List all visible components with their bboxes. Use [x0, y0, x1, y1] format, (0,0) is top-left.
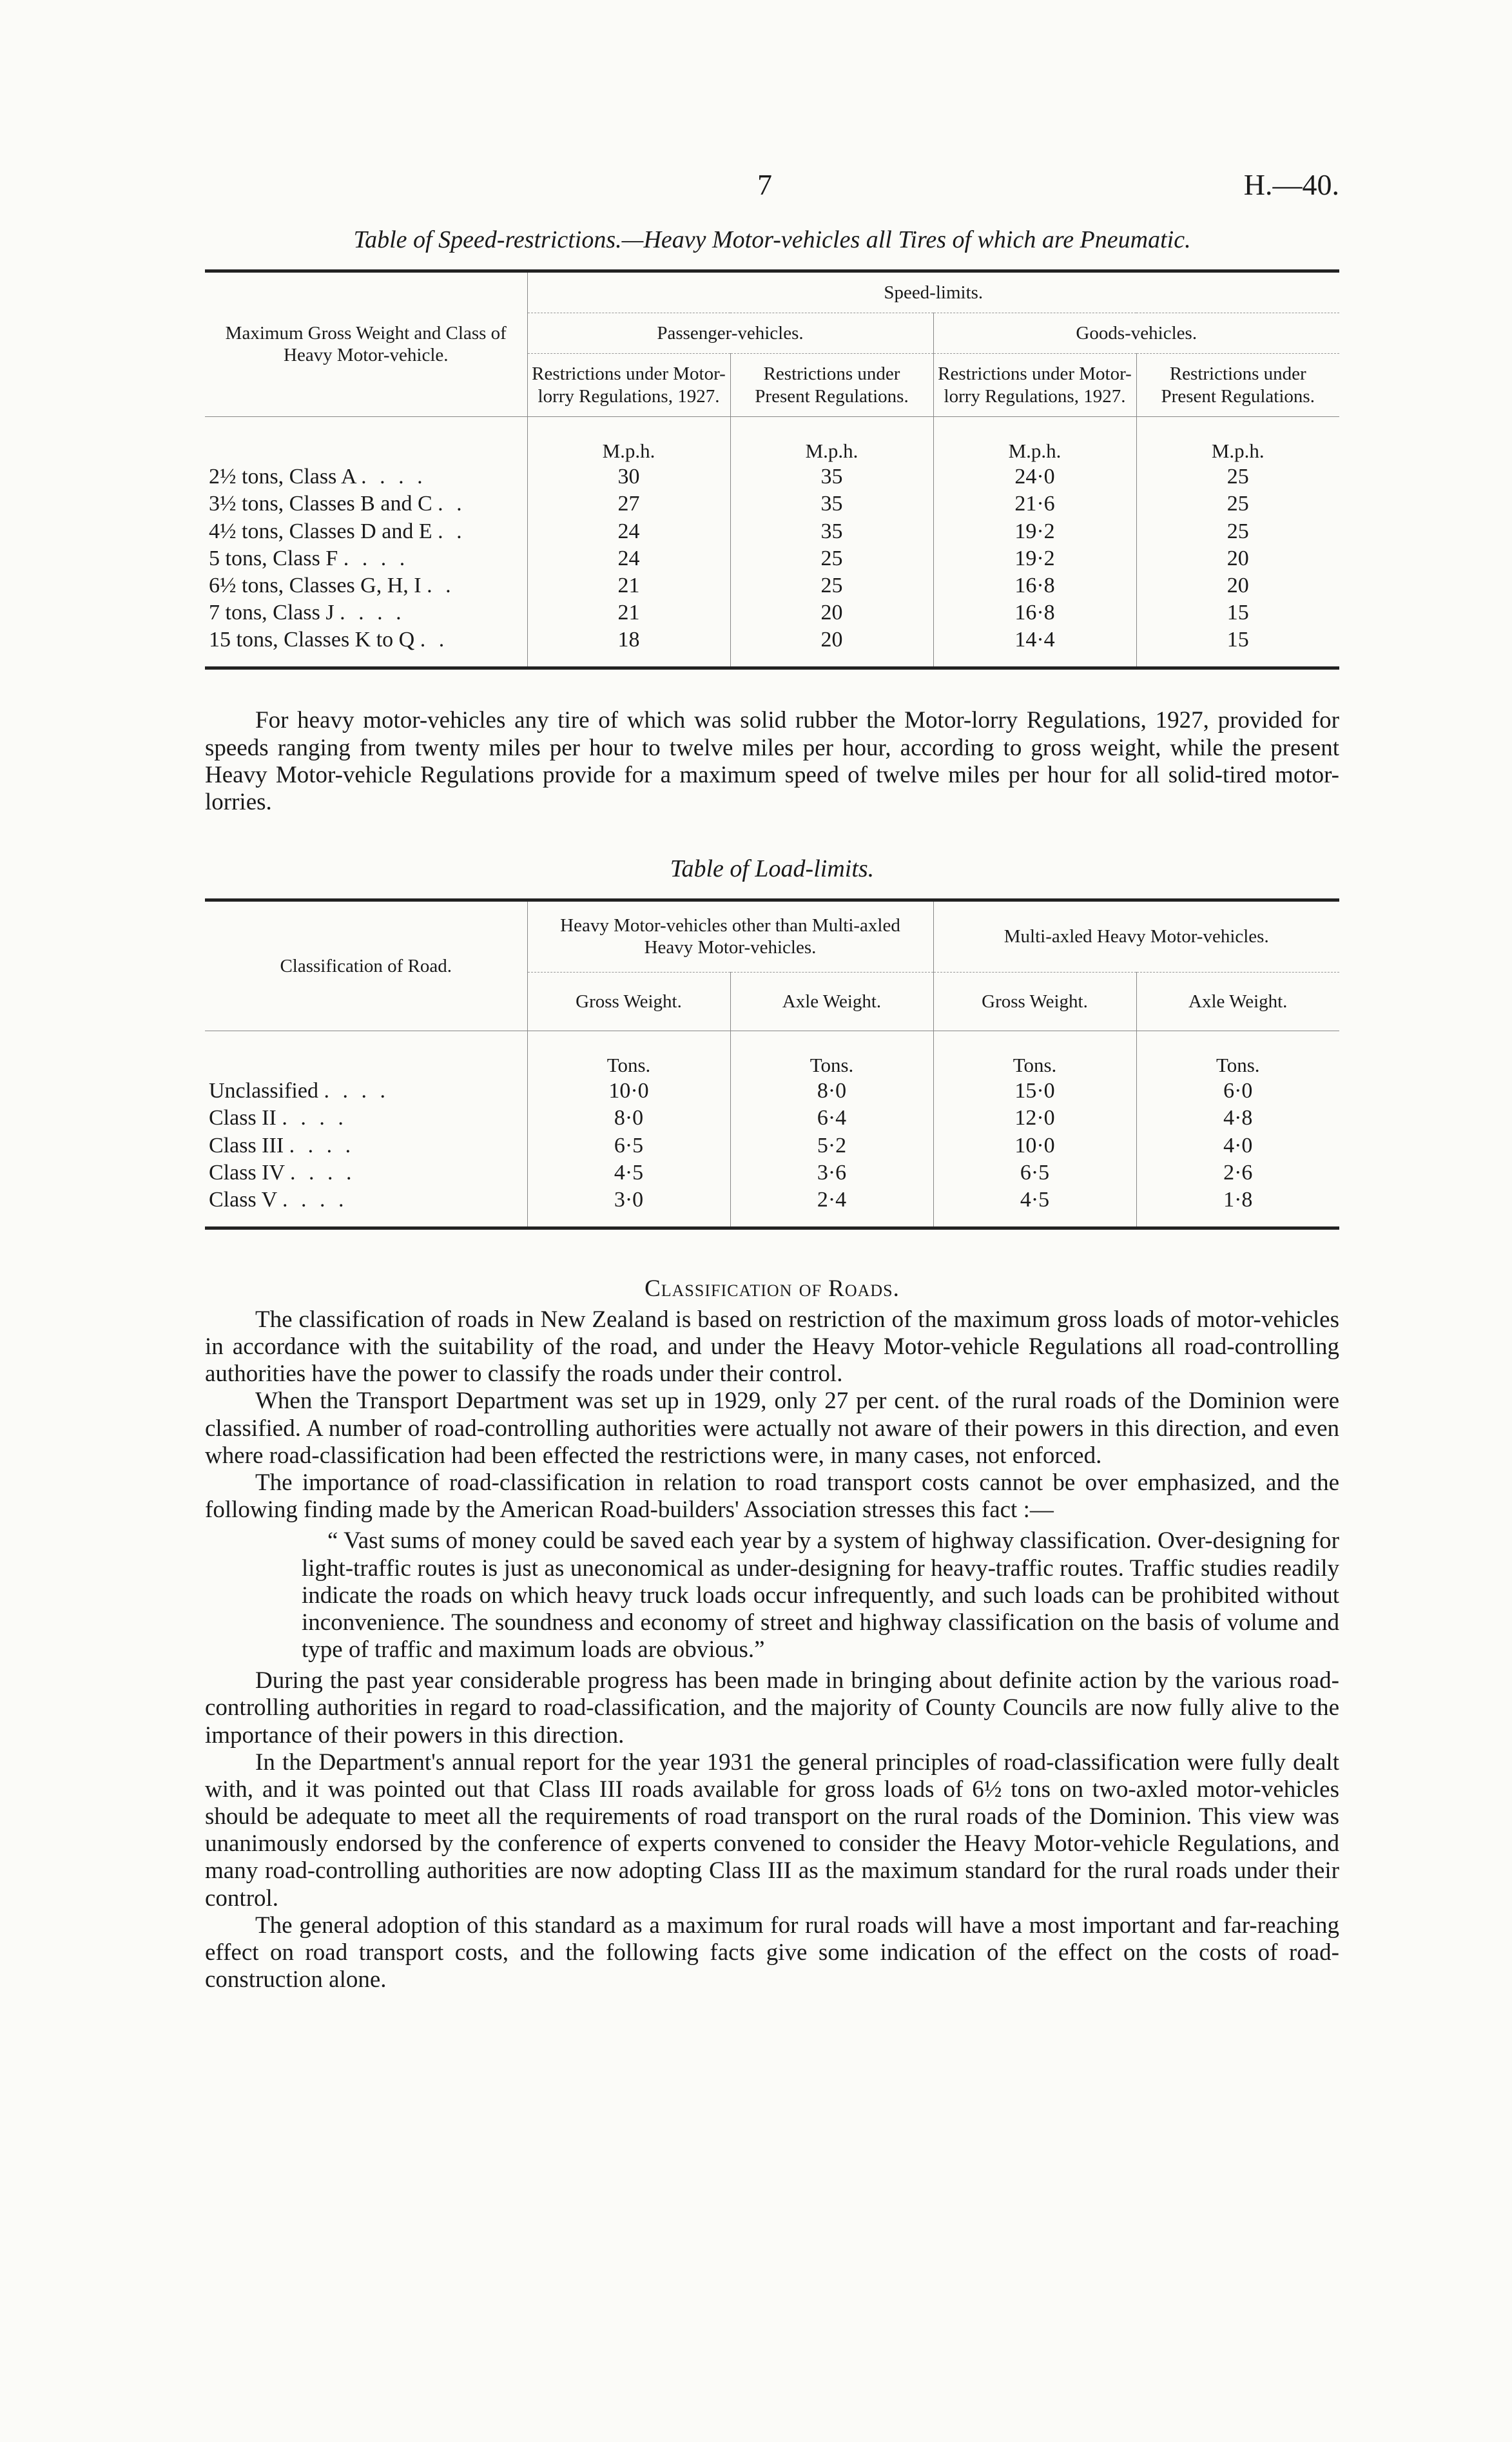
speed-value: 30 — [527, 463, 730, 490]
speed-value: 19·2 — [933, 518, 1136, 545]
unit-label: Tons. — [730, 1031, 933, 1078]
table-row — [205, 518, 1339, 545]
load-value: 12·0 — [933, 1105, 1136, 1132]
row-label-text: 3½ tons, Classes B and C — [209, 492, 432, 516]
speed-value: 35 — [730, 518, 933, 545]
speed-value: 24·0 — [933, 463, 1136, 490]
road-class-header: Classification of Road. — [205, 900, 527, 1031]
table-row — [205, 1078, 1339, 1105]
speed-value: 16·8 — [933, 572, 1136, 599]
table-row — [205, 626, 1339, 654]
table-row — [205, 1105, 1339, 1132]
speed-value: 25 — [1136, 490, 1339, 518]
table-row — [205, 572, 1339, 599]
row-label — [205, 626, 527, 654]
speed-value: 18 — [527, 626, 730, 654]
speed-value: 35 — [730, 490, 933, 518]
heavy-gross-header: Gross Weight. — [527, 972, 730, 1031]
paragraph: When the Transport Department was set up in 1929, only 27 per cent. of the rural roads of the Dominion were classified. A number of road-controlling authorities were actually not aware of their powers in this direction, and even where road-classification had been effected the restrictions were, in many cases, not enforced. — [205, 1388, 1339, 1469]
goods-present-header: Restrictions under Present Regulations. — [1136, 354, 1339, 416]
goods-1927-header: Restrictions under Motor-lorry Regulations, 1927. — [933, 354, 1136, 416]
leader-dots: . . . . — [282, 1106, 347, 1130]
row-label-text: Unclassified — [209, 1079, 318, 1103]
unit-label: M.p.h. — [933, 416, 1136, 463]
row-label-text: 5 tons, Class F — [209, 546, 338, 570]
load-value: 4·0 — [1136, 1132, 1339, 1159]
load-value: 4·5 — [933, 1187, 1136, 1214]
speed-value: 27 — [527, 490, 730, 518]
unit-label: M.p.h. — [1136, 416, 1339, 463]
leader-dots: . . . . — [289, 1133, 355, 1158]
passenger-1927-header: Restrictions under Motor-lorry Regulations, 1927. — [527, 354, 730, 416]
leader-dots: . . . . — [361, 465, 427, 489]
speed-value: 20 — [730, 626, 933, 654]
load-value: 2·6 — [1136, 1159, 1339, 1187]
paragraph: The importance of road-classification in relation to road transport costs cannot be over emphasized, and the following finding made by the American Road-builders' Association stresses this fact :— — [205, 1469, 1339, 1524]
speed-value: 15 — [1136, 626, 1339, 654]
leader-dots: . . — [427, 573, 455, 597]
load-value: 3·0 — [527, 1187, 730, 1214]
heavy-vehicles-header: Heavy Motor-vehicles other than Multi-axled Heavy Motor-vehicles. — [527, 900, 933, 972]
table-row — [205, 1159, 1339, 1187]
row-label — [205, 490, 527, 518]
speed-value: 25 — [1136, 518, 1339, 545]
table-row — [205, 490, 1339, 518]
report-reference: H.—40. — [1243, 168, 1339, 201]
load-value: 8·0 — [527, 1105, 730, 1132]
paragraph: The general adoption of this standard as a maximum for rural roads will have a most important and far-reaching effect on road transport costs, and the following facts give some indication of the effect on the costs of road-construction alone. — [205, 1912, 1339, 1993]
load-value: 6·5 — [933, 1159, 1136, 1187]
multi-axled-header: Multi-axled Heavy Motor-vehicles. — [933, 900, 1339, 972]
row-label — [205, 1078, 527, 1105]
speed-value: 20 — [1136, 572, 1339, 599]
load-value: 8·0 — [730, 1078, 933, 1105]
load-value: 10·0 — [527, 1078, 730, 1105]
load-value: 6·4 — [730, 1105, 933, 1132]
speed-value: 25 — [730, 545, 933, 572]
table-row — [205, 545, 1339, 572]
page-header — [205, 168, 1339, 213]
table-row — [205, 599, 1339, 626]
unit-label: Tons. — [527, 1031, 730, 1078]
speed-limits-header: Speed-limits. — [527, 271, 1339, 313]
load-value: 4·5 — [527, 1159, 730, 1187]
speed-value: 21·6 — [933, 490, 1136, 518]
row-label-text: 7 tons, Class J — [209, 601, 334, 625]
row-label — [205, 518, 527, 545]
speed-restrictions-table — [205, 269, 1339, 670]
speed-value: 24 — [527, 545, 730, 572]
load-limits-table — [205, 898, 1339, 1230]
row-label — [205, 572, 527, 599]
load-value: 6·5 — [527, 1132, 730, 1159]
load-value: 15·0 — [933, 1078, 1136, 1105]
row-label — [205, 545, 527, 572]
multi-gross-header: Gross Weight. — [933, 972, 1136, 1031]
passenger-vehicles-header: Passenger-vehicles. — [527, 313, 933, 354]
table-row — [205, 1187, 1339, 1214]
row-label-text: Class II — [209, 1106, 276, 1130]
leader-dots: . . — [420, 628, 449, 652]
speed-value: 25 — [1136, 463, 1339, 490]
section-title: Classification of Roads. — [645, 1275, 900, 1302]
row-label-text: 4½ tons, Classes D and E — [209, 519, 432, 543]
unit-label: Tons. — [933, 1031, 1136, 1078]
load-table-caption: Table of Load-limits. — [670, 855, 875, 883]
row-label — [205, 1159, 527, 1187]
leader-dots: . . . . — [340, 601, 405, 625]
row-label-text: 6½ tons, Classes G, H, I — [209, 573, 422, 597]
speed-value: 20 — [1136, 545, 1339, 572]
speed-value: 21 — [527, 599, 730, 626]
row-label-text: 15 tons, Classes K to Q — [209, 628, 415, 652]
load-value: 5·2 — [730, 1132, 933, 1159]
row-label-text: Class IV — [209, 1160, 285, 1185]
row-label-text: 2½ tons, Class A — [209, 465, 356, 489]
row-label — [205, 599, 527, 626]
row-label — [205, 1187, 527, 1214]
speed-value: 16·8 — [933, 599, 1136, 626]
leader-dots: . . . . — [282, 1187, 348, 1212]
speed-value: 14·4 — [933, 626, 1136, 654]
speed-value: 19·2 — [933, 545, 1136, 572]
paragraph: During the past year considerable progress has been made in bringing about definite action by the various road-controlling authorities in regard to road-classification, and the majority of County Councils are now fully alive to the importance of their powers in this direction. — [205, 1667, 1339, 1749]
paragraph: The classification of roads in New Zealand is based on restriction of the maximum gross loads of motor-vehicles in accordance with the suitability of the road, and under the Heavy Motor-vehicle Regulations all road-controlling authorities have the power to classify the roads under their control. — [205, 1306, 1339, 1388]
unit-label: Tons. — [1136, 1031, 1339, 1078]
block-quote: “ Vast sums of money could be saved each year by a system of highway classification. Over-designing for light-traffic routes is just as uneconomical as under-designing for heavy-traffic routes. Traffic studies readily indicate the roads on which heavy truck loads occur infrequently, and such loads can be prohibited without inconvenience. The soundness and economy of street and highway classification on the basis of volume and type of traffic and maximum loads are obvious.” — [302, 1527, 1339, 1663]
goods-vehicles-header: Goods-vehicles. — [933, 313, 1339, 354]
speed-table-caption: Table of Speed-restrictions.—Heavy Motor-vehicles all Tires of which are Pneumatic. — [353, 226, 1191, 253]
leader-dots: . . . . — [343, 546, 409, 570]
load-value: 10·0 — [933, 1132, 1136, 1159]
load-value: 2·4 — [730, 1187, 933, 1214]
unit-label: M.p.h. — [527, 416, 730, 463]
speed-value: 21 — [527, 572, 730, 599]
leader-dots: . . — [438, 519, 466, 543]
weight-class-header: Maximum Gross Weight and Class of Heavy Motor-vehicle. — [205, 271, 527, 417]
paragraph: In the Department's annual report for the year 1931 the general principles of road-classification were fully dealt with, and it was pointed out that Class III roads available for gross loads of 6½ tons on two-axled motor-vehicles should be adequate to meet all the requirements of road transport on the rural roads of the Dominion. This view was unanimously endorsed by the conference of experts convened to consider the Heavy Motor-vehicle Regulations, and many road-controlling authorities are now adopting Class III as the maximum standard for the rural roads under their control. — [205, 1749, 1339, 1912]
table-row — [205, 463, 1339, 490]
load-value: 6·0 — [1136, 1078, 1339, 1105]
leader-dots: . . . . — [324, 1079, 389, 1103]
table-row — [205, 1132, 1339, 1159]
multi-axle-header: Axle Weight. — [1136, 972, 1339, 1031]
speed-value: 25 — [730, 572, 933, 599]
load-value: 1·8 — [1136, 1187, 1339, 1214]
row-label — [205, 1105, 527, 1132]
speed-value: 15 — [1136, 599, 1339, 626]
row-label-text: Class V — [209, 1187, 277, 1212]
row-label — [205, 1132, 527, 1159]
unit-label: M.p.h. — [730, 416, 933, 463]
leader-dots: . . . . — [289, 1160, 356, 1185]
load-value: 3·6 — [730, 1159, 933, 1187]
page-number: 7 — [757, 168, 772, 201]
heavy-axle-header: Axle Weight. — [730, 972, 933, 1031]
speed-value: 35 — [730, 463, 933, 490]
load-value: 4·8 — [1136, 1105, 1339, 1132]
speed-value: 20 — [730, 599, 933, 626]
solid-tire-paragraph: For heavy motor-vehicles any tire of which was solid rubber the Motor-lorry Regulations, 1927, provided for speeds ranging from twenty miles per hour to twelve miles per hour, according to gross weight, while the present Heavy Motor-vehicle Regulations provide for a maximum speed of twelve miles per hour for all solid-tired motor-lorries. — [205, 707, 1339, 815]
passenger-present-header: Restrictions under Present Regulations. — [730, 354, 933, 416]
row-label-text: Class III — [209, 1133, 284, 1158]
row-label — [205, 463, 527, 490]
leader-dots: . . — [438, 492, 466, 516]
document-page — [205, 168, 1339, 1993]
speed-value: 24 — [527, 518, 730, 545]
